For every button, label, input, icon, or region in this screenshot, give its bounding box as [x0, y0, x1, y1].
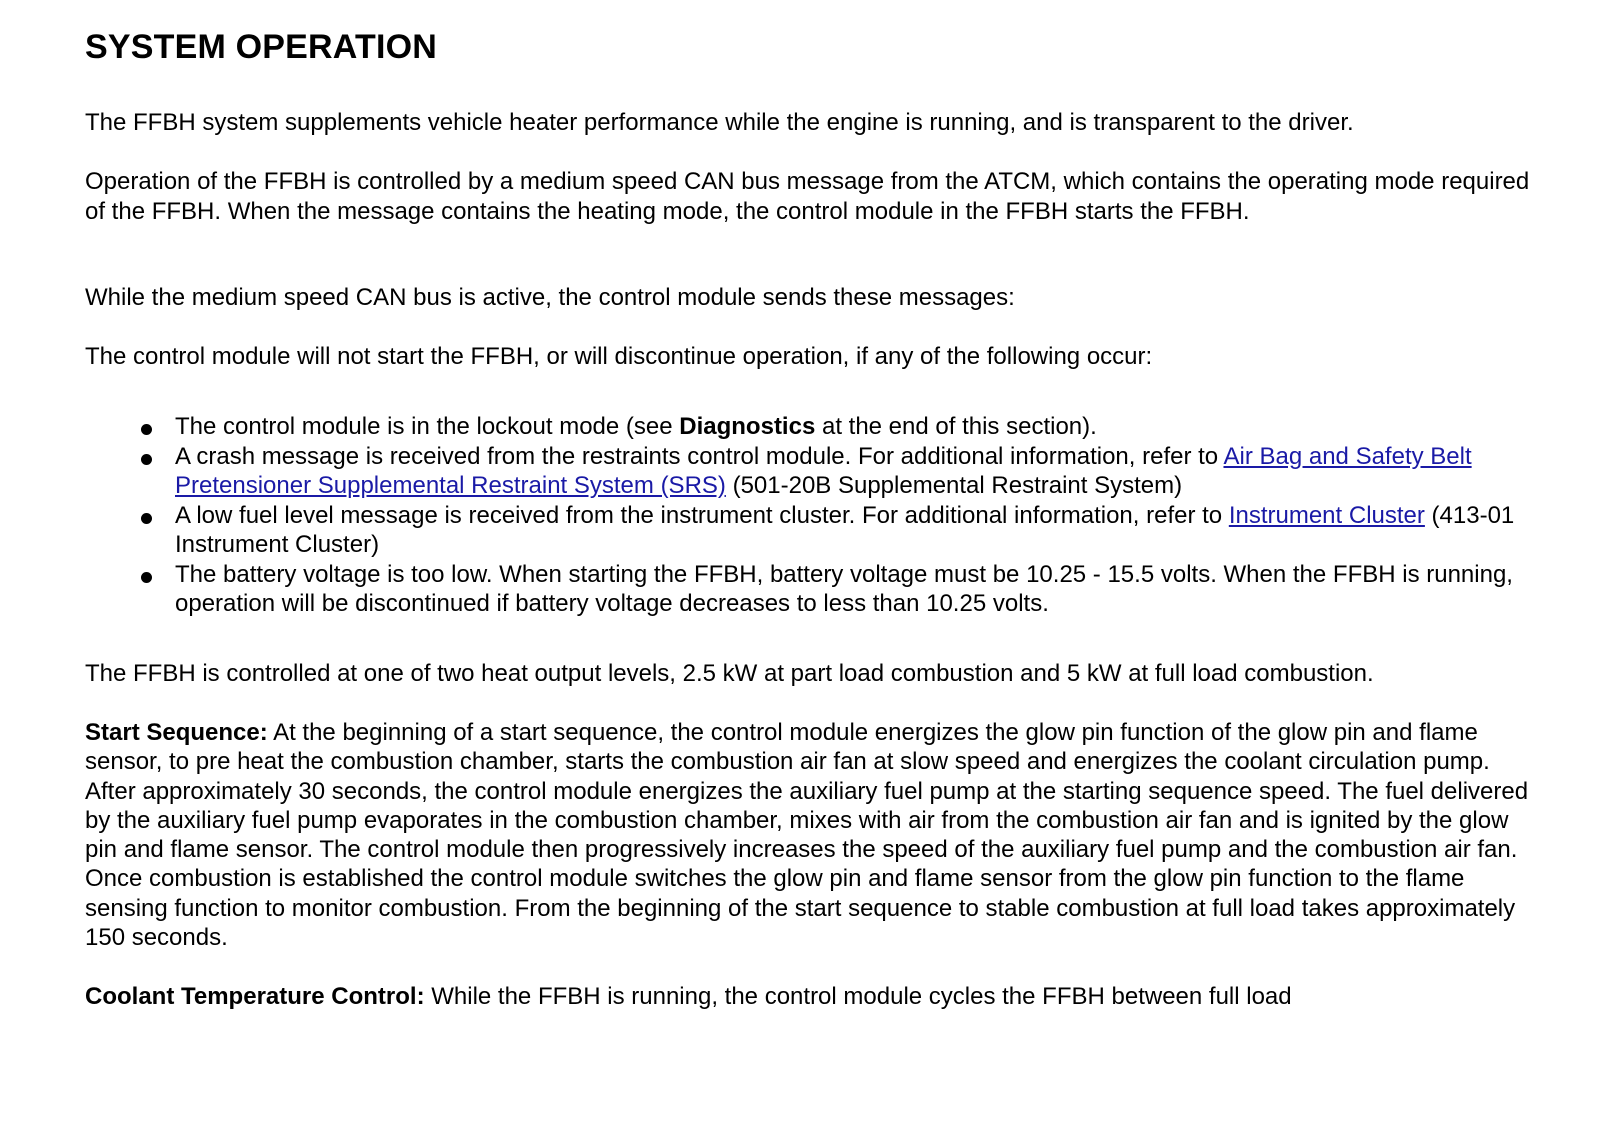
list-item-crash: A crash message is received from the restraints control module. For additional information, refer to Air Bag and Safety Belt Pretensioner Supplemental Restraint System (SRS) (501-20B Supplemental Restraint System): [85, 442, 1535, 501]
can-bus-paragraph: While the medium speed CAN bus is active, the control module sends these messages:: [85, 284, 1015, 311]
srs-link[interactable]: Air Bag and Safety Belt Pretensioner Supplemental Restraint System (SRS): [175, 442, 1472, 499]
instrument-cluster-link[interactable]: Instrument Cluster: [1228, 501, 1425, 529]
conditions-paragraph: The control module will not start the FFBH, or will discontinue operation, if any of the following occur:: [85, 343, 1153, 370]
operation-paragraph: Operation of the FFBH is controlled by a medium speed CAN bus message from the ATCM, which contains the operating mode required of the FFBH. When the message contains the heating mode, the control module in the FFBH starts the FFBH.: [85, 168, 1530, 225]
coolant-control-paragraph: Coolant Temperature Control: While the FFBH is running, the control module cycles the FFBH between full load: [85, 983, 1292, 1010]
list-item-low-fuel: A low fuel level message is received from the instrument cluster. For additional information, refer to Instrument Cluster (413-01 Instrument Cluster): [85, 501, 1535, 560]
coolant-control-heading: Coolant Temperature Control:: [85, 983, 425, 1010]
list-item-lockout: The control module is in the lockout mode (see Diagnostics at the end of this section).: [85, 412, 1535, 442]
list-item-battery: The battery voltage is too low. When starting the FFBH, battery voltage must be 10.25 - 15.5 volts. When the FFBH is running, operation will be discontinued if battery voltage decreases to less than 10.25 volts.: [85, 560, 1535, 619]
page-title: SYSTEM OPERATION: [85, 28, 438, 66]
bullet-icon: [141, 454, 152, 465]
conditions-list: [85, 412, 1535, 619]
bullet-icon: [141, 572, 152, 583]
heat-output-paragraph: The FFBH is controlled at one of two heat output levels, 2.5 kW at part load combustion and 5 kW at full load combustion.: [85, 660, 1374, 687]
diagnostics-bold: Diagnostics: [679, 413, 816, 440]
start-sequence-heading: Start Sequence:: [85, 719, 268, 746]
intro-paragraph: The FFBH system supplements vehicle heater performance while the engine is running, and is transparent to the driver.: [85, 109, 1354, 136]
start-sequence-paragraph: Start Sequence: At the beginning of a start sequence, the control module energizes the glow pin function of the glow pin and flame sensor, to pre heat the combustion chamber, starts the combustion air fan at slow speed and energizes the coolant circulation pump. After approximately 30 seconds, the control module energizes the auxiliary fuel pump at the starting sequence speed. The fuel delivered by the auxiliary fuel pump evaporates in the combustion chamber, mixes with air from the combustion air fan and is ignited by the glow pin and flame sensor. The control module then progressively increases the speed of the auxiliary fuel pump and the combustion air fan. Once combustion is established the control module switches the glow pin and flame sensor from the glow pin function to the flame sensing function to monitor combustion. From the beginning of the start sequence to stable combustion at full load takes approximately 150 seconds.: [85, 719, 1529, 952]
bullet-icon: [141, 424, 152, 435]
bullet-icon: [141, 513, 152, 524]
